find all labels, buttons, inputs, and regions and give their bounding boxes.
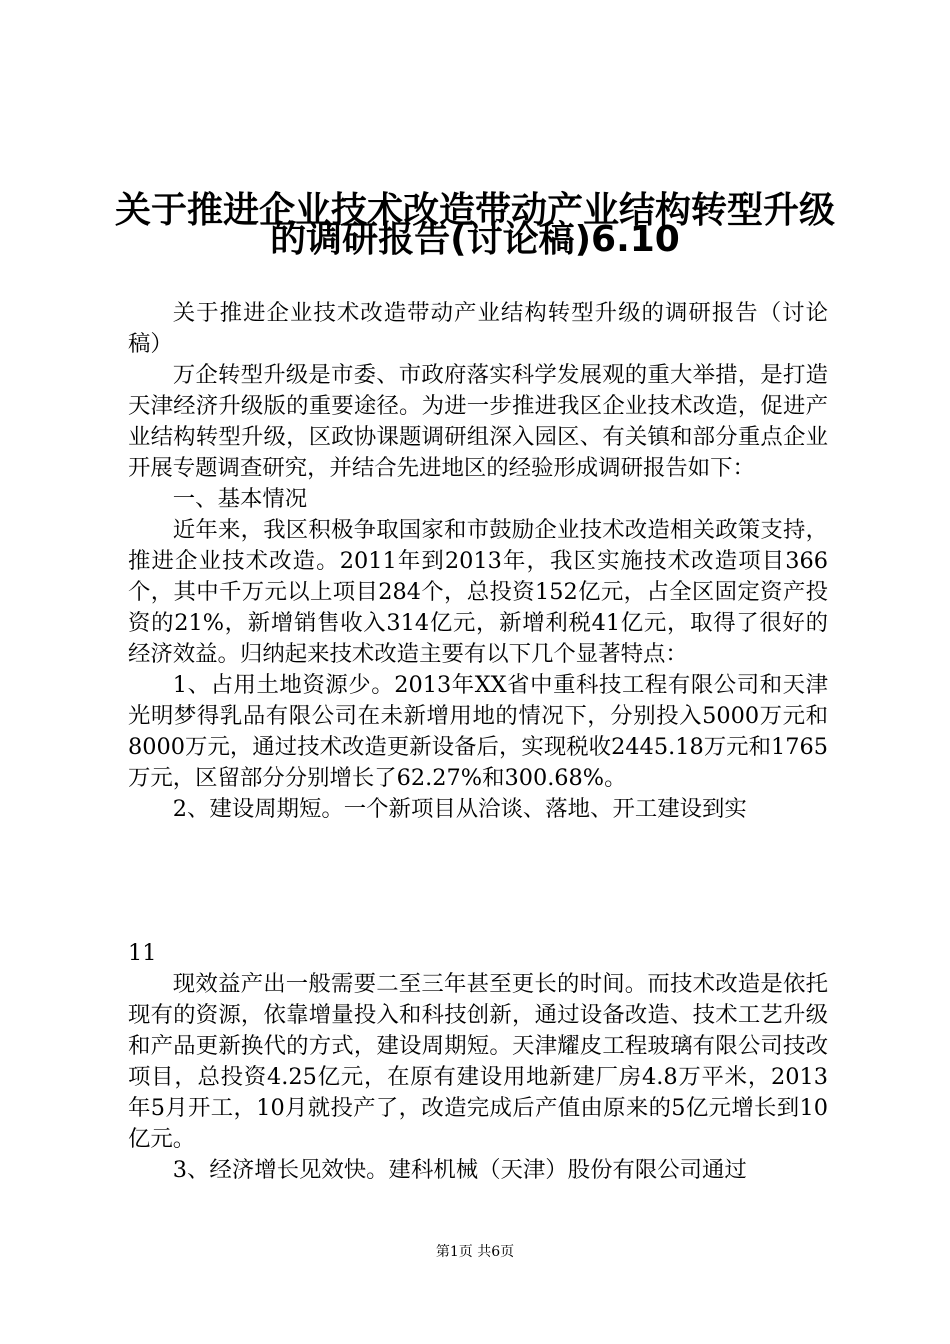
document-title-line-1: 关于推进企业技术改造带动产业结构转型升级 — [114, 190, 835, 231]
body-text-top — [128, 298, 828, 825]
body-text-bottom — [128, 938, 828, 1186]
point-3-paragraph-start: 3、经济增长见效快。建科机械（天津）股份有限公司通过 — [172, 1157, 747, 1183]
point-2-paragraph-continued: 现效益产出一般需要二至三年甚至更长的时间。而技术改造是依托现有的资源，依靠增量投入和科技创新，通过设备改造、技术工艺升级和产品更新换代的方式，建设周期短。天津耀皮工程玻璃有限公司技改项目，总投资4.25亿元，在原有建设用地新建厂房4.8万平米，2013年5月开工，10月就投产了，改造完成后产值由原来的5亿元增长到10亿元。 — [128, 971, 828, 1152]
document-title-line-2: 的调研报告(讨论稿)6.10 — [270, 219, 680, 260]
page-footer: 第1页 共6页 — [435, 1244, 515, 1260]
subtitle-paragraph: 关于推进企业技术改造带动产业结构转型升级的调研报告（讨论稿） — [128, 300, 828, 357]
point-2-paragraph-start: 2、建设周期短。一个新项目从洽谈、落地、开工建设到实 — [172, 796, 747, 822]
intro-paragraph: 万企转型升级是市委、市政府落实科学发展观的重大举措，是打造天津经济升级版的重要途径。为进一步推进我区企业技术改造，促进产业结构转型升级，区政协课题调研组深入园区、有关镇和部分重点企业开展专题调查研究，并结合先进地区的经验形成调研报告如下： — [128, 362, 828, 481]
section-heading-basic-situation: 一、基本情况 — [172, 486, 308, 512]
inline-page-number: 11 — [128, 940, 157, 966]
overview-paragraph: 近年来，我区积极争取国家和市鼓励企业技术改造相关政策支持，推进企业技术改造。2011年到2013年，我区实施技术改造项目366个，其中千万元以上项目284个，总投资152亿元，占全区固定资产投资的21%，新增销售收入314亿元，新增利税41亿元，取得了很好的经济效益。归纳起来技术改造主要有以下几个显著特点： — [128, 517, 828, 667]
point-1-paragraph: 1、占用土地资源少。2013年XX省中重科技工程有限公司和天津光明梦得乳品有限公司在未新增用地的情况下，分别投入5000万元和8000万元，通过技术改造更新设备后，实现税收2445.18万元和1765万元，区留部分分别增长了62.27%和300.68%。 — [128, 672, 828, 791]
